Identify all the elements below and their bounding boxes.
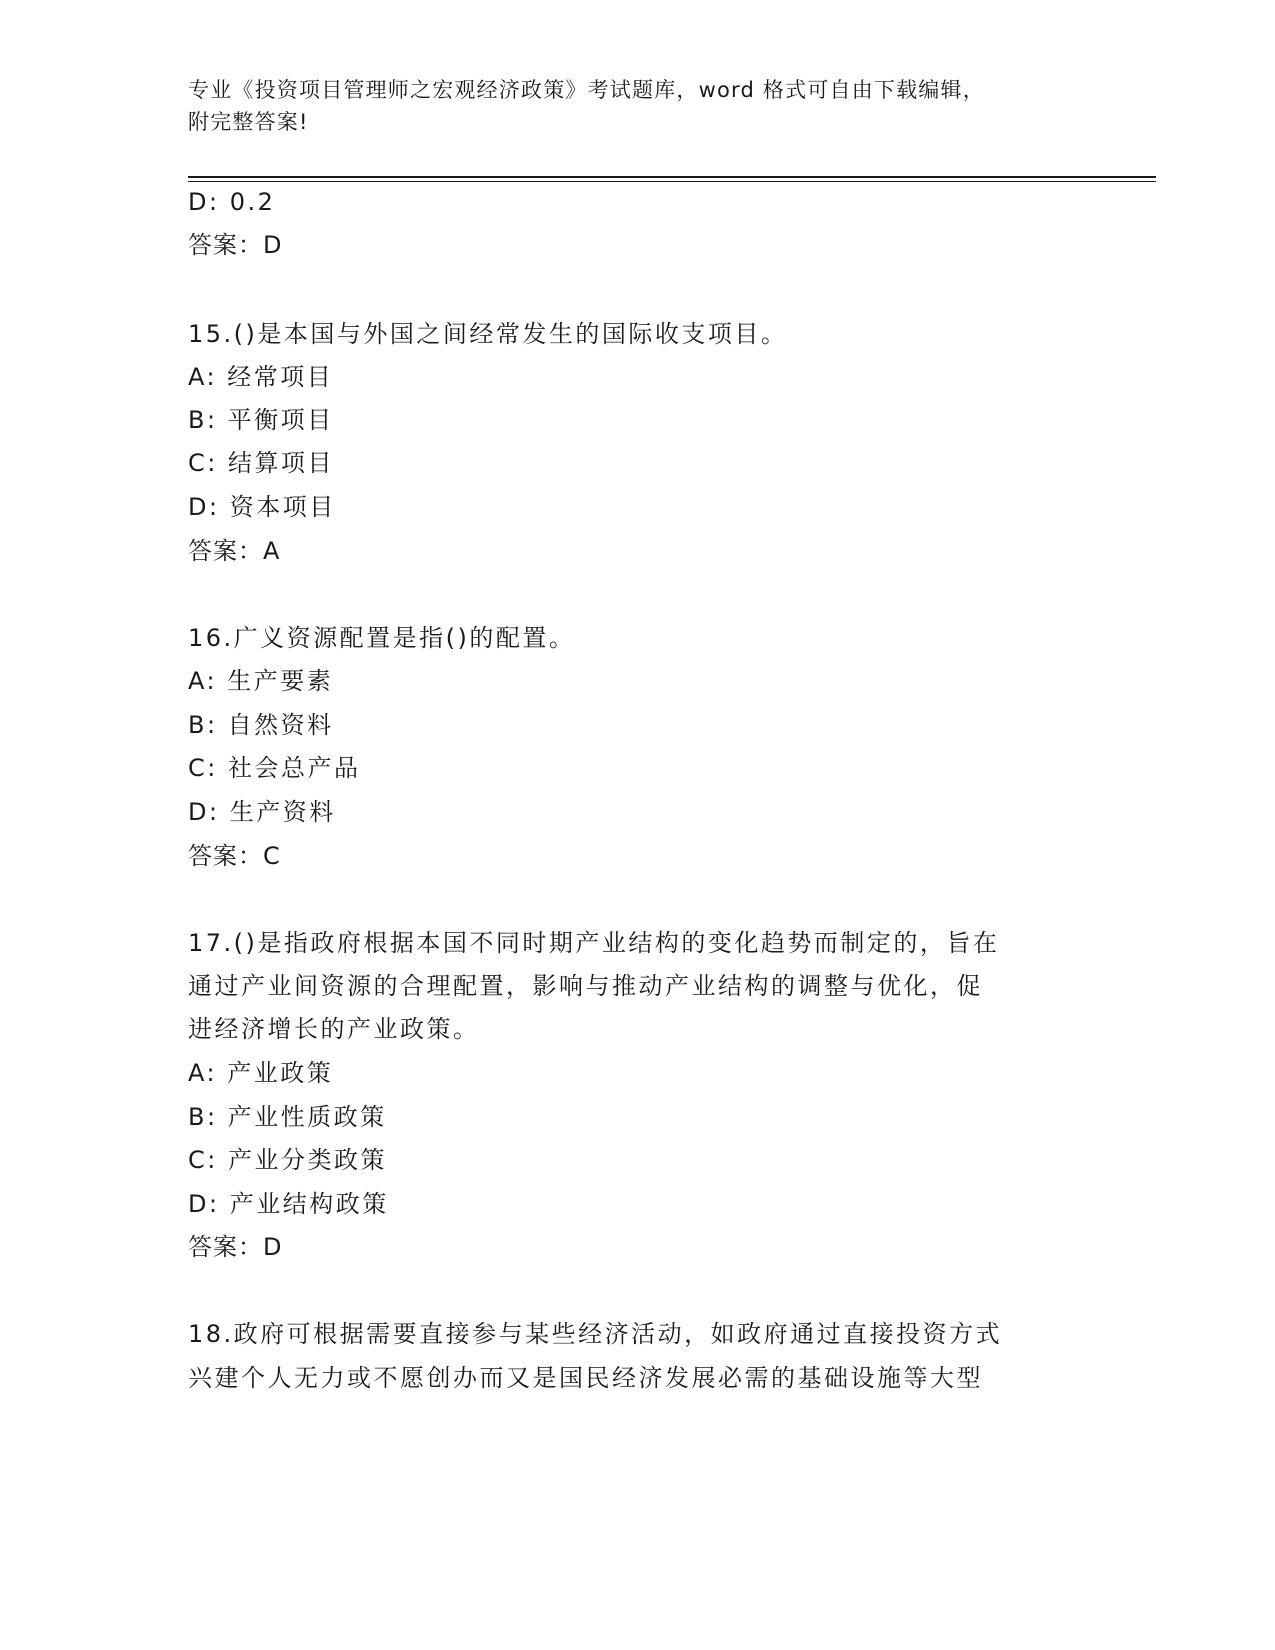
q17-option-b: B: 产业性质政策	[188, 1103, 387, 1131]
q16-option-b: B: 自然资料	[188, 711, 334, 739]
q17-question-line-1: 17.()是指政府根据本国不同时期产业结构的变化趋势而制定的，旨在	[188, 929, 1000, 957]
q16-option-a: A: 生产要素	[188, 667, 334, 695]
q18-question-line-2: 兴建个人无力或不愿创办而又是国民经济发展必需的基础设施等大型	[188, 1364, 983, 1392]
q15-option-a: A: 经常项目	[188, 363, 334, 391]
header-rule-thick	[188, 176, 1156, 178]
header-line-1: 专业《投资项目管理师之宏观经济政策》考试题库，word 格式可自由下载编辑，	[188, 78, 985, 102]
q16-answer: 答案：C	[188, 842, 281, 870]
document-header	[188, 74, 1088, 138]
q15-option-c: C: 结算项目	[188, 449, 334, 477]
header-line-2: 附完整答案!	[188, 110, 309, 134]
q16-question: 16.广义资源配置是指()的配置。	[188, 624, 576, 652]
q17-option-c: C: 产业分类政策	[188, 1146, 387, 1174]
q14-answer: 答案：D	[188, 231, 283, 259]
q17-option-a: A: 产业政策	[188, 1059, 334, 1087]
q18-question-line-1: 18.政府可根据需要直接参与某些经济活动，如政府通过直接投资方式	[188, 1320, 1003, 1348]
q15-option-d: D: 资本项目	[188, 493, 336, 521]
q16-option-d: D: 生产资料	[188, 798, 336, 826]
q17-answer: 答案：D	[188, 1233, 283, 1261]
q15-question: 15.()是本国与外国之间经常发生的国际收支项目。	[188, 320, 788, 348]
q16-option-c: C: 社会总产品	[188, 754, 361, 782]
q17-question-line-3: 进经济增长的产业政策。	[188, 1015, 480, 1043]
q17-question-line-2: 通过产业间资源的合理配置，影响与推动产业结构的调整与优化，促	[188, 972, 983, 1000]
q15-option-b: B: 平衡项目	[188, 406, 334, 434]
q14-option-d: D: 0.2	[188, 188, 276, 216]
q17-option-d: D: 产业结构政策	[188, 1190, 389, 1218]
q15-answer: 答案：A	[188, 537, 281, 565]
header-rule-thin	[188, 181, 1156, 182]
